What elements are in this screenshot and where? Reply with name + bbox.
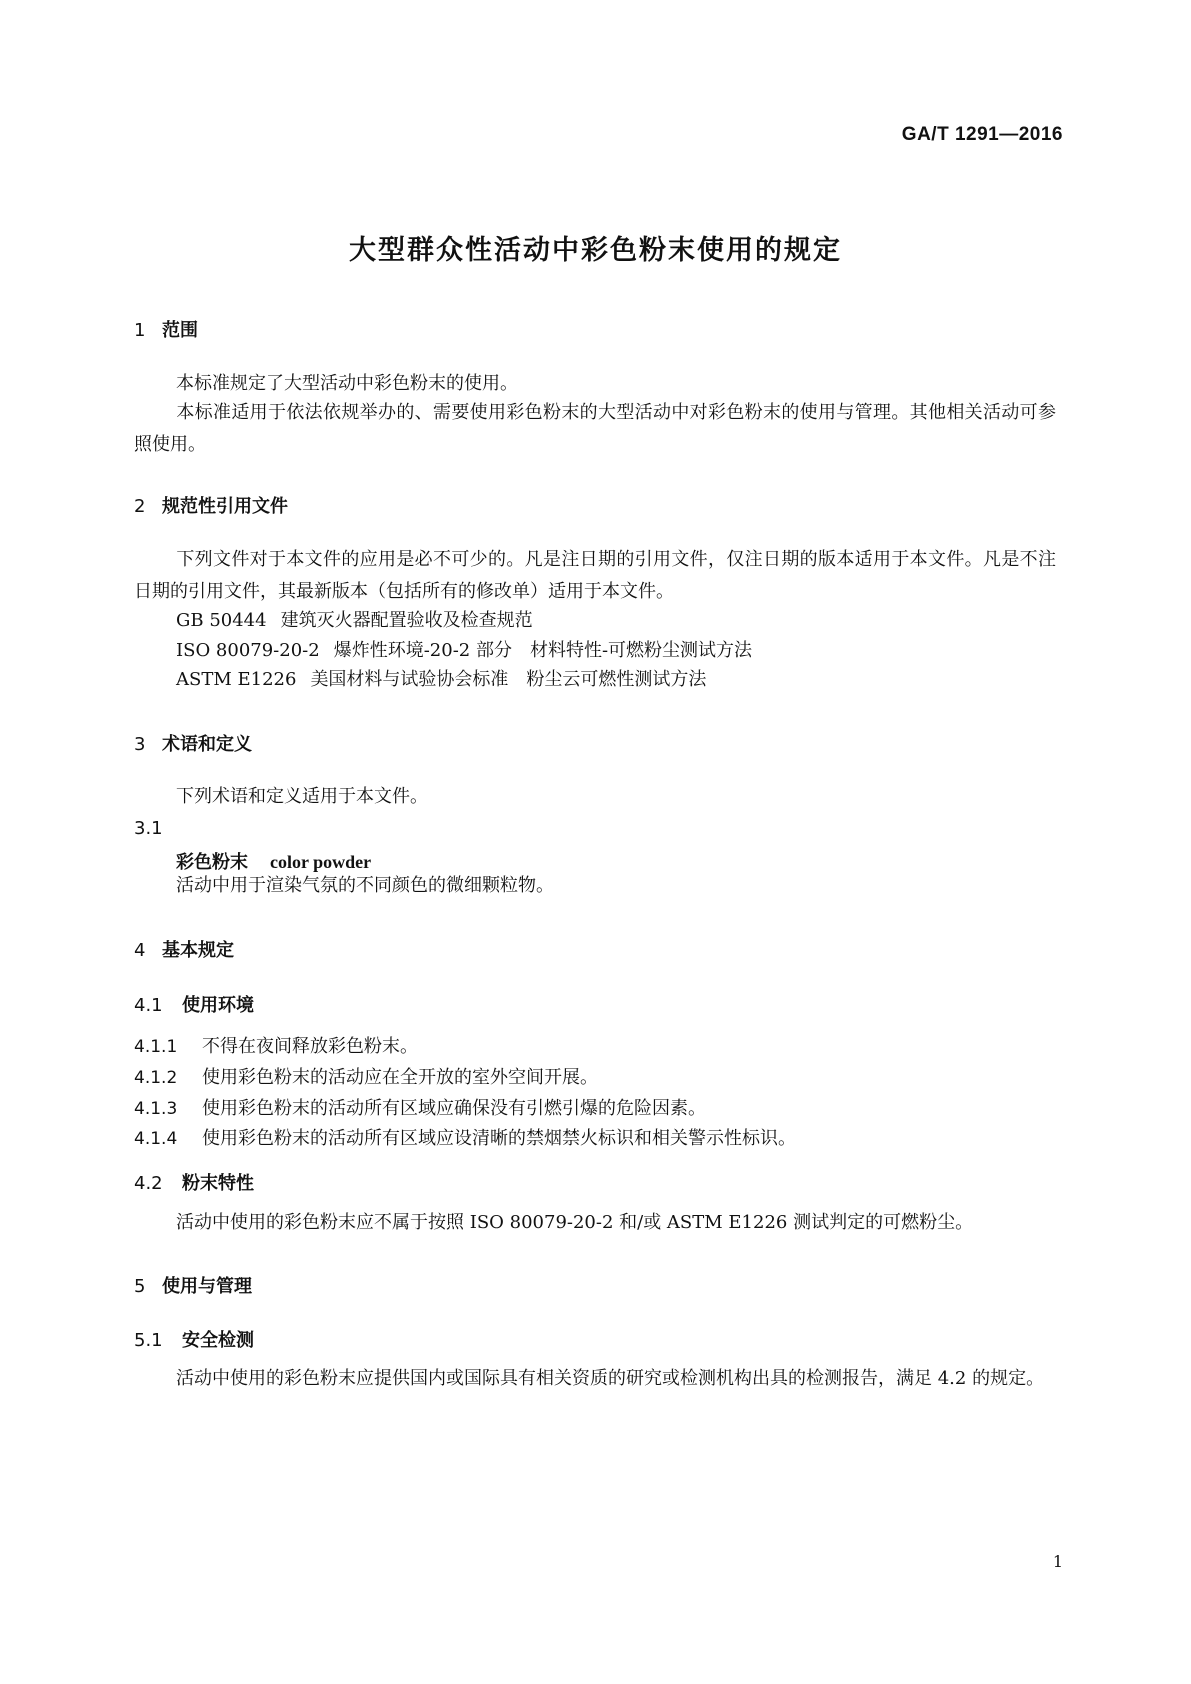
clause-number: 4.1.4 [134,1129,178,1149]
clause-number: 4.1.1 [134,1037,178,1057]
reference-item [176,635,752,667]
paragraph [134,1363,1056,1395]
section-2-heading [134,492,288,518]
section-5-heading [134,1272,252,1298]
term-chinese: 彩色粉末 [176,852,248,873]
clause-number: 4.1.2 [134,1068,178,1088]
standard-code: GA/T 1291—2016 [901,124,1063,145]
reference-title: 美国材料与试验协会标准 粉尘云可燃性测试方法 [310,669,707,690]
subsection-title: 使用环境 [182,995,254,1016]
paragraph-text: 下列文件对于本文件的应用是必不可少的。凡是注日期的引用文件，仅注日期的版本适用于本文件。凡是不注日期的引用文件，其最新版本（包括所有的修改单）适用于本文件。 [134,549,1056,602]
clause [134,1124,796,1150]
document-title: 大型群众性活动中彩色粉末使用的规定 [349,235,842,266]
subsection-number: 4.2 [134,1173,163,1194]
subsection-5-1-heading [134,1326,254,1352]
reference-title: 爆炸性环境-20-2 部分 材料特性-可燃粉尘测试方法 [333,640,753,661]
paragraph: 下列术语和定义适用于本文件。 [176,786,428,807]
term-number: 3.1 [134,818,163,839]
paragraph [134,544,1056,608]
section-1-heading [134,316,198,342]
section-number: 3 [134,734,146,755]
clause-number: 4.1.3 [134,1099,178,1119]
clause [134,1094,706,1120]
subsection-title: 安全检测 [182,1330,254,1351]
reference-code: ASTM E1226 [176,669,297,690]
section-title: 规范性引用文件 [162,496,288,517]
clause [134,1063,598,1089]
clause-text: 不得在夜间释放彩色粉末。 [202,1036,418,1057]
reference-code: GB 50444 [176,610,267,631]
section-title: 使用与管理 [162,1276,252,1297]
subsection-number: 5.1 [134,1330,163,1351]
reference-title: 建筑灭火器配置验收及检查规范 [280,610,533,631]
paragraph-text: 活动中使用的彩色粉末应提供国内或国际具有相关资质的研究或检测机构出具的检测报告，满足 4.2 的规定。 [176,1368,1045,1389]
section-number: 1 [134,320,146,341]
section-3-heading [134,730,252,756]
subsection-title: 粉末特性 [182,1173,254,1194]
clause-text: 使用彩色粉末的活动所有区域应设清晰的禁烟禁火标识和相关警示性标识。 [202,1128,796,1149]
reference-item [176,664,706,696]
term-definition: 活动中用于渲染气氛的不同颜色的微细颗粒物。 [176,875,554,896]
reference-item [176,605,533,637]
section-4-heading [134,936,234,962]
section-number: 4 [134,940,146,961]
paragraph [134,397,1056,461]
clause-text: 使用彩色粉末的活动应在全开放的室外空间开展。 [202,1067,598,1088]
subsection-4-2-heading [134,1169,254,1195]
subsection-4-1-heading [134,991,254,1017]
page-number: 1 [1052,1552,1063,1571]
section-title: 范围 [162,320,198,341]
paragraph: 活动中使用的彩色粉末应不属于按照 ISO 80079-20-2 和/或 ASTM E1226 测试判定的可燃粉尘。 [176,1212,974,1233]
subsection-number: 4.1 [134,995,163,1016]
section-number: 2 [134,496,146,517]
term-english: color powder [270,852,372,872]
clause [134,1032,418,1058]
paragraph-text: 本标准适用于依法依规举办的、需要使用彩色粉末的大型活动中对彩色粉末的使用与管理。其他相关活动可参照使用。 [134,402,1056,455]
reference-code: ISO 80079-20-2 [176,640,320,661]
section-title: 基本规定 [162,940,234,961]
clause-text: 使用彩色粉末的活动所有区域应确保没有引燃引爆的危险因素。 [202,1098,706,1119]
section-number: 5 [134,1276,146,1297]
paragraph: 本标准规定了大型活动中彩色粉末的使用。 [176,373,518,394]
section-title: 术语和定义 [162,734,252,755]
